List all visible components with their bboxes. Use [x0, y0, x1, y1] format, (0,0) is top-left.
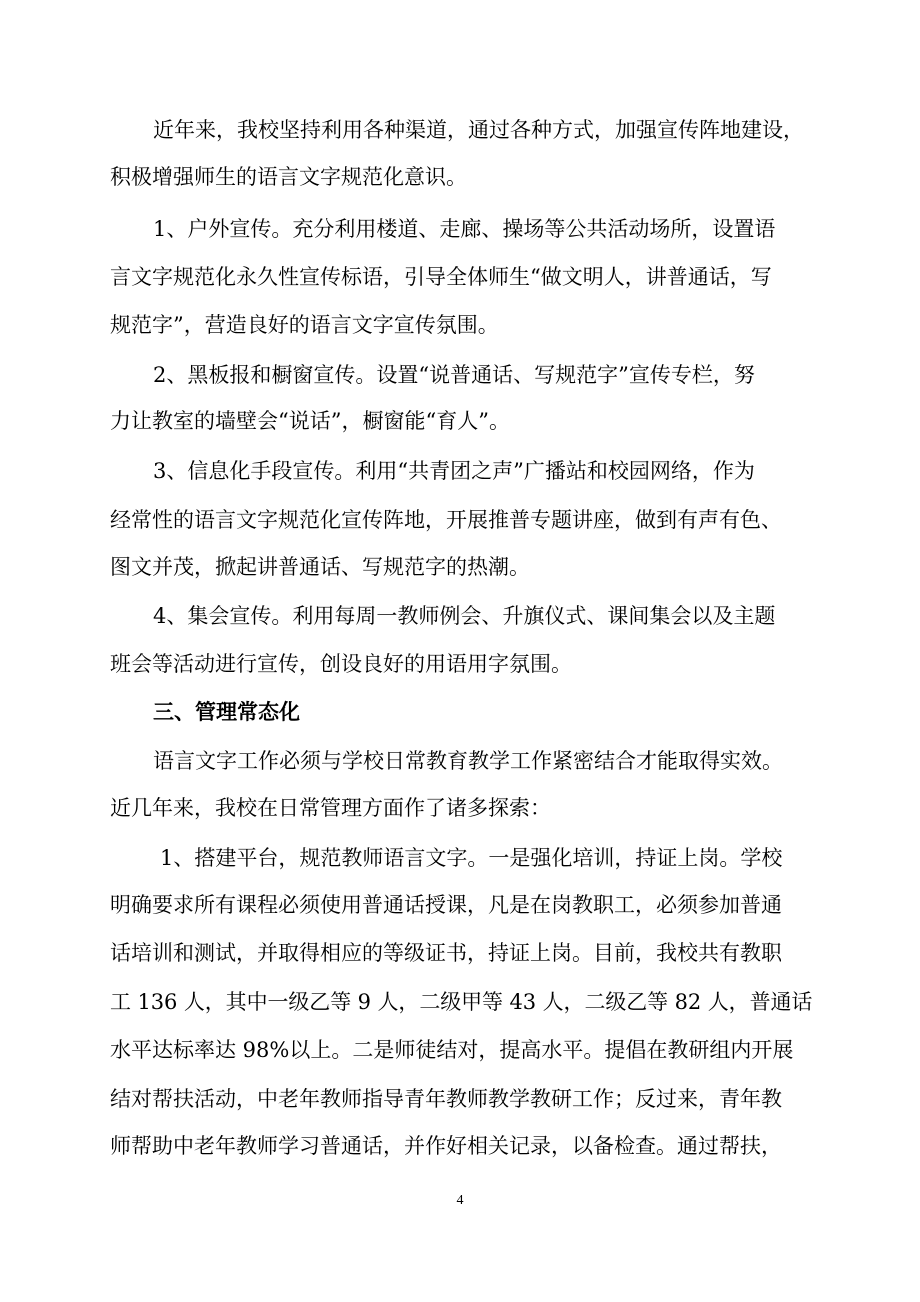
text-line: 语言文字工作必须与学校日常教育教学工作紧密结合才能取得实效。 [153, 749, 783, 773]
text-line: 近年来，我校坚持利用各种渠道，通过各种方式，加强宣传阵地建设， [153, 118, 804, 142]
text-line: 工 136 人，其中一级乙等 9 人，二级甲等 43 人，二级乙等 82 人，普通话 [110, 990, 813, 1014]
text-line: 积极增强师生的语言文字规范化意识。 [110, 165, 467, 189]
text-line: 2、黑板报和橱窗宣传。设置“说普通话、写规范字”宣传专栏，努 [153, 363, 755, 387]
text-line: 力让教室的墙壁会“说话”，橱窗能“育人”。 [110, 409, 510, 433]
text-line: 结对帮扶活动，中老年教师指导青年教师教学教研工作；反过来，青年教 [110, 1087, 782, 1111]
text-line: 1、户外宣传。充分利用楼道、走廊、操场等公共活动场所，设置语 [153, 217, 776, 241]
text-line: 话培训和测试，并取得相应的等级证书，持证上岗。目前，我校共有教职 [110, 941, 782, 965]
text-line: 明确要求所有课程必须使用普通话授课，凡是在岗教职工，必须参加普通 [110, 893, 782, 917]
text-line: 师帮助中老年教师学习普通话，并作好相关记录，以备检查。通过帮扶， [110, 1134, 782, 1158]
text-line: 近几年来，我校在日常管理方面作了诸多探索： [110, 796, 551, 820]
text-line: 言文字规范化永久性宣传标语，引导全体师生“做文明人，讲普通话，写 [110, 265, 772, 289]
text-line: 经常性的语言文字规范化宣传阵地，开展推普专题讲座，做到有声有色、 [110, 508, 782, 532]
section-heading: 三、管理常态化 [153, 699, 300, 724]
text-line: 3、信息化手段宣传。利用“共青团之声”广播站和校园网络，作为 [153, 459, 755, 483]
text-line: 图文并茂，掀起讲普通话、写规范字的热潮。 [110, 555, 530, 579]
page-number: 4 [456, 1193, 464, 1208]
text-line: 规范字”，营造良好的语言文字宣传氛围。 [110, 313, 499, 337]
text-line: 1、搭建平台，规范教师语言文字。一是强化培训，持证上岗。学校 [160, 846, 783, 870]
text-line: 水平达标率达 98%以上。二是师徒结对，提高水平。提倡在教研组内开展 [110, 1038, 794, 1062]
text-line: 班会等活动进行宣传，创设良好的用语用字氛围。 [110, 652, 572, 676]
text-line: 4、集会宣传。利用每周一教师例会、升旗仪式、课间集会以及主题 [153, 604, 776, 628]
